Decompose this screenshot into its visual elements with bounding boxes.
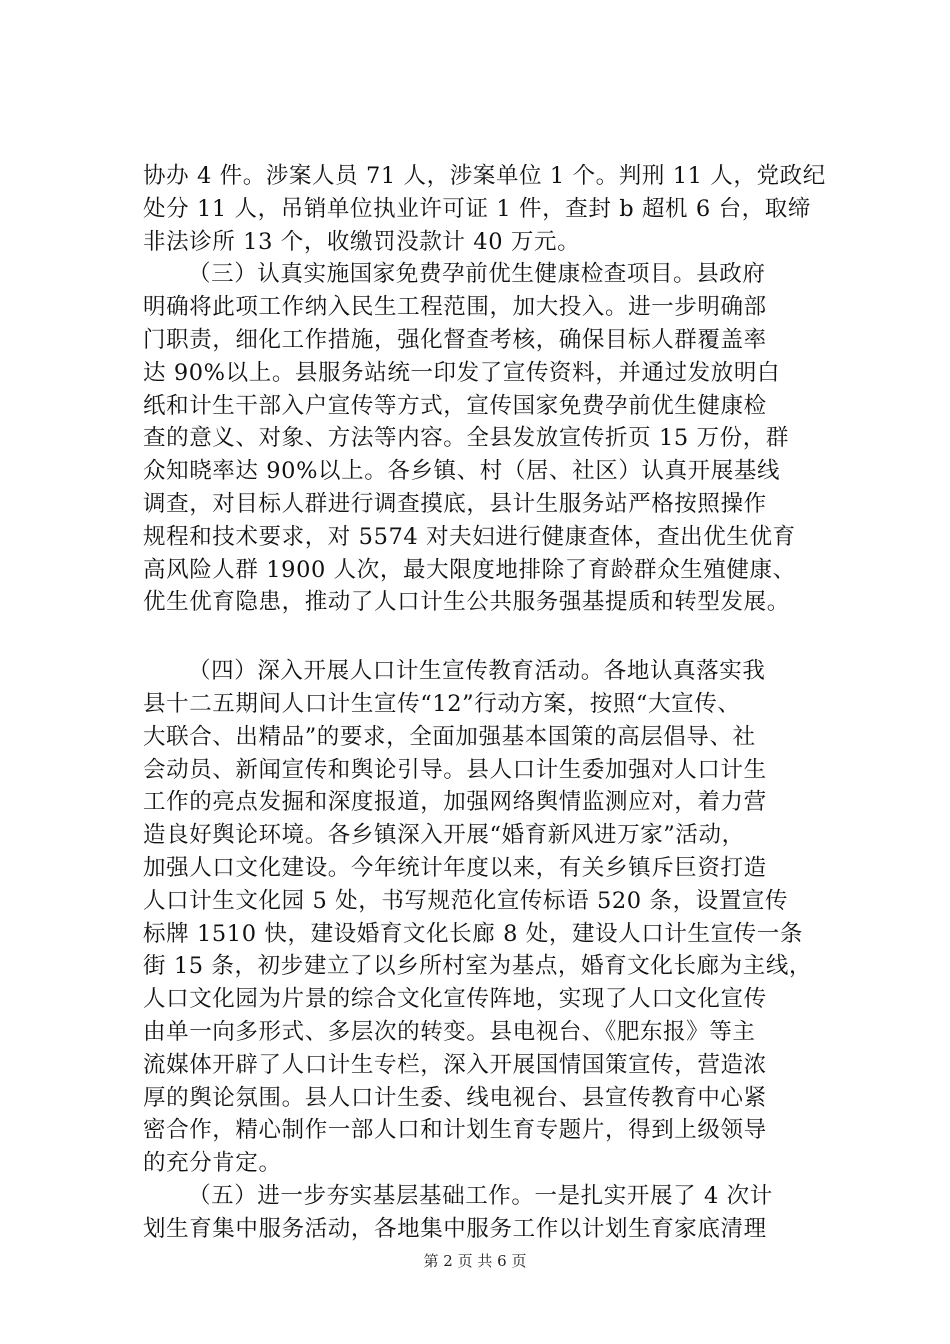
text-line: 密合作，精心制作一部人口和计划生育专题片，得到上级领导 [143,1117,767,1144]
text-line: 查的意义、对象、方法等内容。全县发放宣传折页 15 万份，群 [143,425,789,452]
text-line: 人口计生文化园 5 处，书写规范化宣传标语 520 条，设置宣传 [143,887,789,914]
text-line: 协办 4 件。涉案人员 71 人，涉案单位 1 个。判刑 11 人，党政纪 [143,163,826,189]
text-line: 众知晓率达 90%以上。各乡镇、村（居、社区）认真开展基线 [143,458,781,485]
text-line: 大联合、出精品”的要求，全面加强基本国策的高层倡导、社 [143,723,756,750]
text-line: 造良好舆论环境。各乡镇深入开展“婚育新风进万家”活动， [143,822,745,849]
paragraph-gap [143,619,843,655]
text-line: 县十二五期间人口计生宣传“12”行动方案，按照“大宣传、 [143,690,741,717]
text-line: 达 90%以上。县服务站统一印发了宣传资料，并通过发放明白 [143,359,781,386]
page-footer: 第 2 页 共 6 页 [423,1252,527,1270]
text-line: 标牌 1510 快，建设婚育文化长廊 8 处，建设人口计生宣传一条 [143,920,803,947]
text-line: 门职责，细化工作措施，强化督查考核，确保目标人群覆盖率 [143,326,767,353]
paragraph-heading-3: （三）认真实施国家免费孕前优生健康检查项目。县政府 [188,261,766,288]
text-line: 加强人口文化建设。今年统计年度以来，有关乡镇斥巨资打造 [143,854,767,881]
paragraph-heading-5: （五）进一步夯实基层基础工作。一是扎实开展了 4 次计 [188,1182,773,1209]
text-line: 工作的亮点发掘和深度报道，加强网络舆情监测应对，着力营 [143,789,767,816]
paragraph-heading-4: （四）深入开展人口计生宣传教育活动。各地认真落实我 [188,658,766,685]
document-body [143,160,843,1246]
text-line: 流媒体开辟了人口计生专栏，深入开展国情国策宣传，营造浓 [143,1051,767,1078]
text-line: 街 15 条，初步建立了以乡所村室为基点，婚育文化长廊为主线， [143,953,813,980]
text-line: 非法诊所 13 个，收缴罚没款计 40 万元。 [143,228,581,255]
text-line: 高风险人群 1900 人次，最大限度地排除了育龄群众生殖健康、 [143,556,796,583]
text-line: 处分 11 人，吊销单位执业许可证 1 件，查封 b 超机 6 台，取缔 [143,195,811,222]
text-line: 由单一向多形式、多层次的转变。县电视台、《肥东报》等主 [143,1018,756,1045]
text-line: 明确将此项工作纳入民生工程范围，加大投入。进一步明确部 [143,294,767,321]
text-line: 纸和计生干部入户宣传等方式，宣传国家免费孕前优生健康检 [143,392,767,419]
text-line: 优生优育隐患，推动了人口计生公共服务强基提质和转型发展。 [143,589,790,616]
text-line: 划生育集中服务活动，各地集中服务工作以计划生育家底清理 [143,1215,767,1242]
text-line: 人口文化园为片景的综合文化宣传阵地，实现了人口文化宣传 [143,986,767,1013]
text-line: 调查，对目标人群进行调查摸底，县计生服务站严格按照操作 [143,490,767,517]
text-line: 的充分肯定。 [143,1150,282,1177]
text-line: 规程和技术要求，对 5574 对夫妇进行健康查体，查出优生优育 [143,523,796,550]
text-line: 会动员、新闻宣传和舆论引导。县人口计生委加强对人口计生 [143,756,767,783]
text-line: 厚的舆论氛围。县人口计生委、线电视台、县宣传教育中心紧 [143,1084,767,1111]
